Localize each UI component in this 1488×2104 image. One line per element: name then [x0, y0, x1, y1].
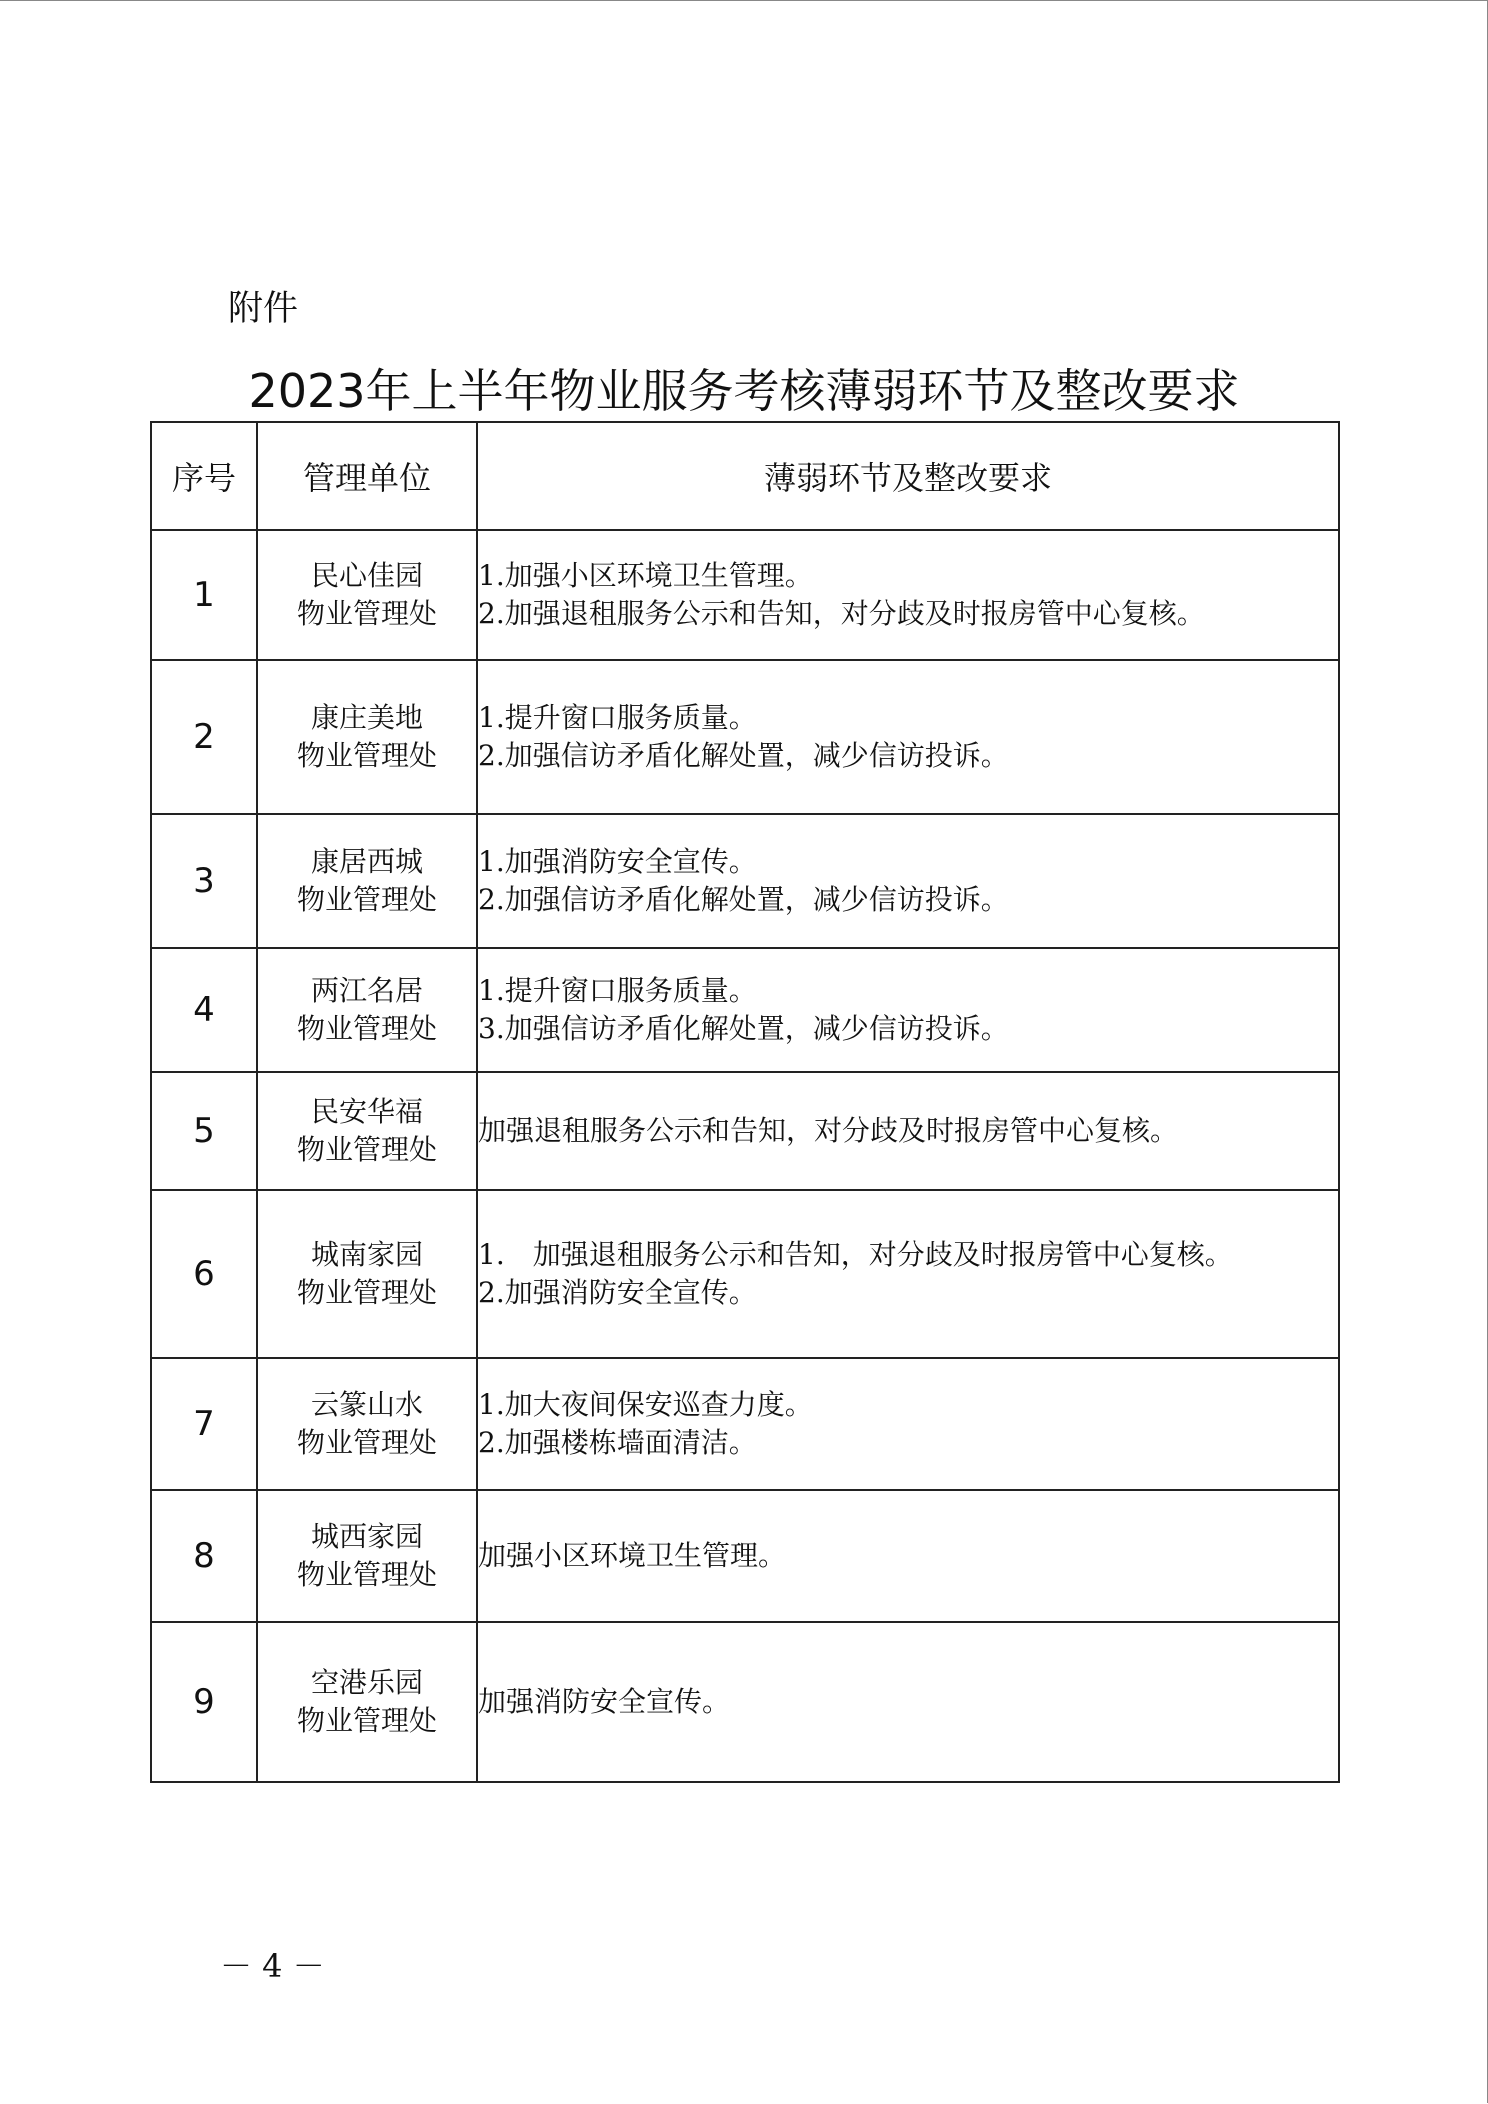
- document-page: [0, 1, 1488, 2104]
- unit-name: 云篆山水: [310, 1388, 423, 1421]
- requirement-item: 1.加强消防安全宣传。: [478, 845, 757, 878]
- requirement-item: 1.提升窗口服务质量。: [478, 974, 757, 1007]
- table-row: [151, 1490, 1339, 1622]
- row-number: 9: [151, 1622, 257, 1782]
- unit-suffix: 物业管理处: [296, 1704, 437, 1737]
- table-header-row: [151, 422, 1339, 530]
- unit-suffix: 物业管理处: [296, 883, 437, 916]
- table-row: [151, 1622, 1339, 1782]
- unit-name: 城南家园: [310, 1238, 423, 1271]
- requirement-item: 1.提升窗口服务质量。: [478, 701, 757, 734]
- unit-name: 民心佳园: [310, 559, 423, 592]
- row-number: 4: [151, 948, 257, 1072]
- requirement-item: 2.加强退租服务公示和告知，对分歧及时报房管中心复核。: [478, 597, 1205, 630]
- row-requirements: [477, 1490, 1339, 1622]
- row-number: 5: [151, 1072, 257, 1190]
- requirement-item: 1.加强小区环境卫生管理。: [478, 559, 813, 592]
- row-number: 3: [151, 814, 257, 948]
- table-row: [151, 1190, 1339, 1358]
- row-requirements: [477, 814, 1339, 948]
- requirement-item: 2.加强消防安全宣传。: [478, 1276, 757, 1309]
- header-requirements: 薄弱环节及整改要求: [477, 422, 1339, 530]
- unit-name: 空港乐园: [310, 1666, 423, 1699]
- unit-suffix: 物业管理处: [296, 1426, 437, 1459]
- page-number: － 4 －: [220, 1947, 325, 1985]
- requirement-item: 1.加大夜间保安巡查力度。: [478, 1388, 813, 1421]
- requirement-item: 1. 加强退租服务公示和告知，对分歧及时报房管中心复核。: [478, 1238, 1233, 1271]
- table-row: [151, 814, 1339, 948]
- unit-name: 康居西城: [310, 845, 423, 878]
- requirement-item: 2.加强楼栋墙面清洁。: [478, 1426, 757, 1459]
- row-unit: [257, 948, 477, 1072]
- requirement-item: 加强小区环境卫生管理。: [478, 1539, 787, 1572]
- row-unit: [257, 660, 477, 814]
- row-unit: [257, 530, 477, 660]
- row-requirements: [477, 530, 1339, 660]
- unit-suffix: 物业管理处: [296, 1558, 437, 1591]
- header-serial: 序号: [151, 422, 257, 530]
- row-requirements: [477, 660, 1339, 814]
- row-number: 7: [151, 1358, 257, 1490]
- unit-suffix: 物业管理处: [296, 1133, 437, 1166]
- table-row: [151, 948, 1339, 1072]
- unit-suffix: 物业管理处: [296, 1012, 437, 1045]
- requirements-table: [150, 421, 1340, 1783]
- header-unit: 管理单位: [257, 422, 477, 530]
- unit-suffix: 物业管理处: [296, 597, 437, 630]
- unit-name: 城西家园: [310, 1520, 423, 1553]
- row-unit: [257, 1358, 477, 1490]
- table-row: [151, 660, 1339, 814]
- table-row: [151, 530, 1339, 660]
- unit-name: 康庄美地: [310, 701, 423, 734]
- row-number: 1: [151, 530, 257, 660]
- row-unit: [257, 814, 477, 948]
- row-unit: [257, 1190, 477, 1358]
- row-requirements: [477, 1358, 1339, 1490]
- row-number: 2: [151, 660, 257, 814]
- row-requirements: [477, 1072, 1339, 1190]
- row-number: 6: [151, 1190, 257, 1358]
- table-row: [151, 1072, 1339, 1190]
- requirement-item: 2.加强信访矛盾化解处置，减少信访投诉。: [478, 739, 1009, 772]
- unit-suffix: 物业管理处: [296, 1276, 437, 1309]
- row-unit: [257, 1622, 477, 1782]
- requirement-item: 加强退租服务公示和告知，对分歧及时报房管中心复核。: [478, 1114, 1179, 1147]
- unit-name: 两江名居: [310, 974, 423, 1007]
- requirement-item: 2.加强信访矛盾化解处置，减少信访投诉。: [478, 883, 1009, 916]
- attachment-label: 附件: [228, 289, 299, 329]
- row-unit: [257, 1490, 477, 1622]
- unit-suffix: 物业管理处: [296, 739, 437, 772]
- row-requirements: [477, 1190, 1339, 1358]
- document-title: 2023年上半年物业服务考核薄弱环节及整改要求: [248, 364, 1240, 418]
- row-requirements: [477, 1622, 1339, 1782]
- row-requirements: [477, 948, 1339, 1072]
- row-unit: [257, 1072, 477, 1190]
- row-number: 8: [151, 1490, 257, 1622]
- table-row: [151, 1358, 1339, 1490]
- requirement-item: 加强消防安全宣传。: [478, 1685, 731, 1718]
- requirement-item: 3.加强信访矛盾化解处置，减少信访投诉。: [478, 1012, 1009, 1045]
- unit-name: 民安华福: [310, 1095, 423, 1128]
